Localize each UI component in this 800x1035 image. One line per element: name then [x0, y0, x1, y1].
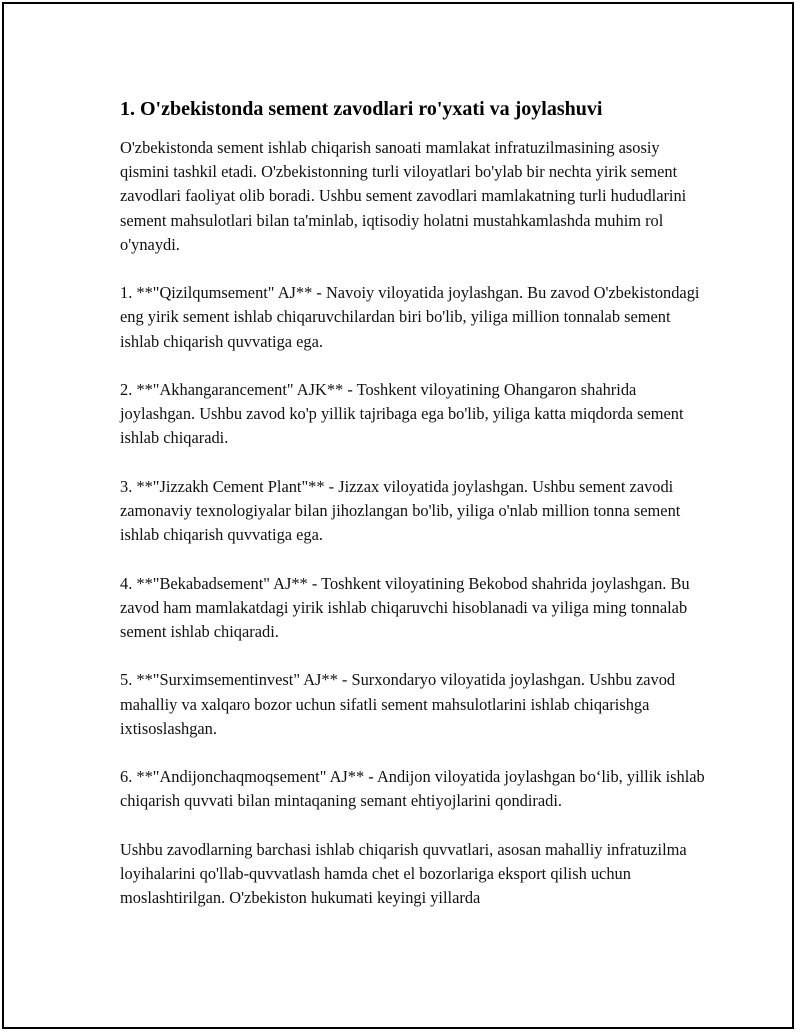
- document-content: [120, 96, 710, 935]
- document-page: [2, 2, 794, 1029]
- plant-item-1: 1. **"Qizilqumsement" AJ** - Navoiy viloyatida joylashgan. Bu zavod O'zbekistondagi eng yirik sement ishlab chiqaruvchilardan biri bo'lib, yiliga million tonnalab sement ishlab chiqarish quvvatiga ega.: [120, 283, 700, 351]
- plant-item-4: 4. **"Bekabadsement" AJ** - Toshkent viloyatining Bekobod shahrida joylashgan. Bu zavod ham mamlakatdagi yirik ishlab chiqaruvchi hisoblanadi va yiliga ming tonnalab sement ishlab chiqaradi.: [120, 573, 690, 641]
- closing-paragraph: Ushbu zavodlarning barchasi ishlab chiqarish quvvatlari, asosan mahalliy infratuzilma loyihalarini qo'llab-quvvatlash hamda chet el bozorlariga eksport qilish uchun moslashtirilgan. O'zbekiston hukumati keyingi yillarda: [120, 839, 687, 908]
- plant-item-3: 3. **"Jizzakh Cement Plant"** - Jizzax viloyatida joylashgan. Ushbu sement zavodi zamonaviy texnologiyalar bilan jihozlangan bo'lib, yiliga o'nlab million tonna sement ishlab chiqarish quvvatiga ega.: [120, 476, 681, 545]
- plant-item-6: 6. **"Andijonchaqmoqsement" AJ** - Andijon viloyatida joylashgan bo‘lib, yillik ishlab chiqarish quvvati bilan mintaqaning semant ehtiyojlarini qondiradi.: [120, 767, 705, 811]
- plant-item-2: 2. **"Akhangarancement" AJK** - Toshkent viloyatining Ohangaron shahrida joylashgan. Ushbu zavod ko'p yillik tajribaga ega bo'lib, yiliga katta miqdorda sement ishlab chiqaradi.: [120, 380, 684, 448]
- intro-paragraph: O'zbekistonda sement ishlab chiqarish sanoati mamlakat infratuzilmasining asosiy qismini tashkil etadi. O'zbekistonning turli viloyatlari bo'ylab bir nechta yirik sement zavodlari faoliyat olib boradi. Ushbu sement zavodlari mamlakatning turli hududlarini sement mahsulotlari bilan ta'minlab, iqtisodiy holatni mustahkamlashda muhim rol o'ynaydi.: [120, 138, 687, 254]
- plant-item-5: 5. **"Surximsementinvest" AJ** - Surxondaryo viloyatida joylashgan. Ushbu zavod mahalliy va xalqaro bozor uchun sifatli sement mahsulotlarini ishlab chiqarishga ixtisoslashgan.: [120, 670, 676, 738]
- document-title: 1. O'zbekistonda sement zavodlari ro'yxati va joylashuvi: [120, 98, 603, 120]
